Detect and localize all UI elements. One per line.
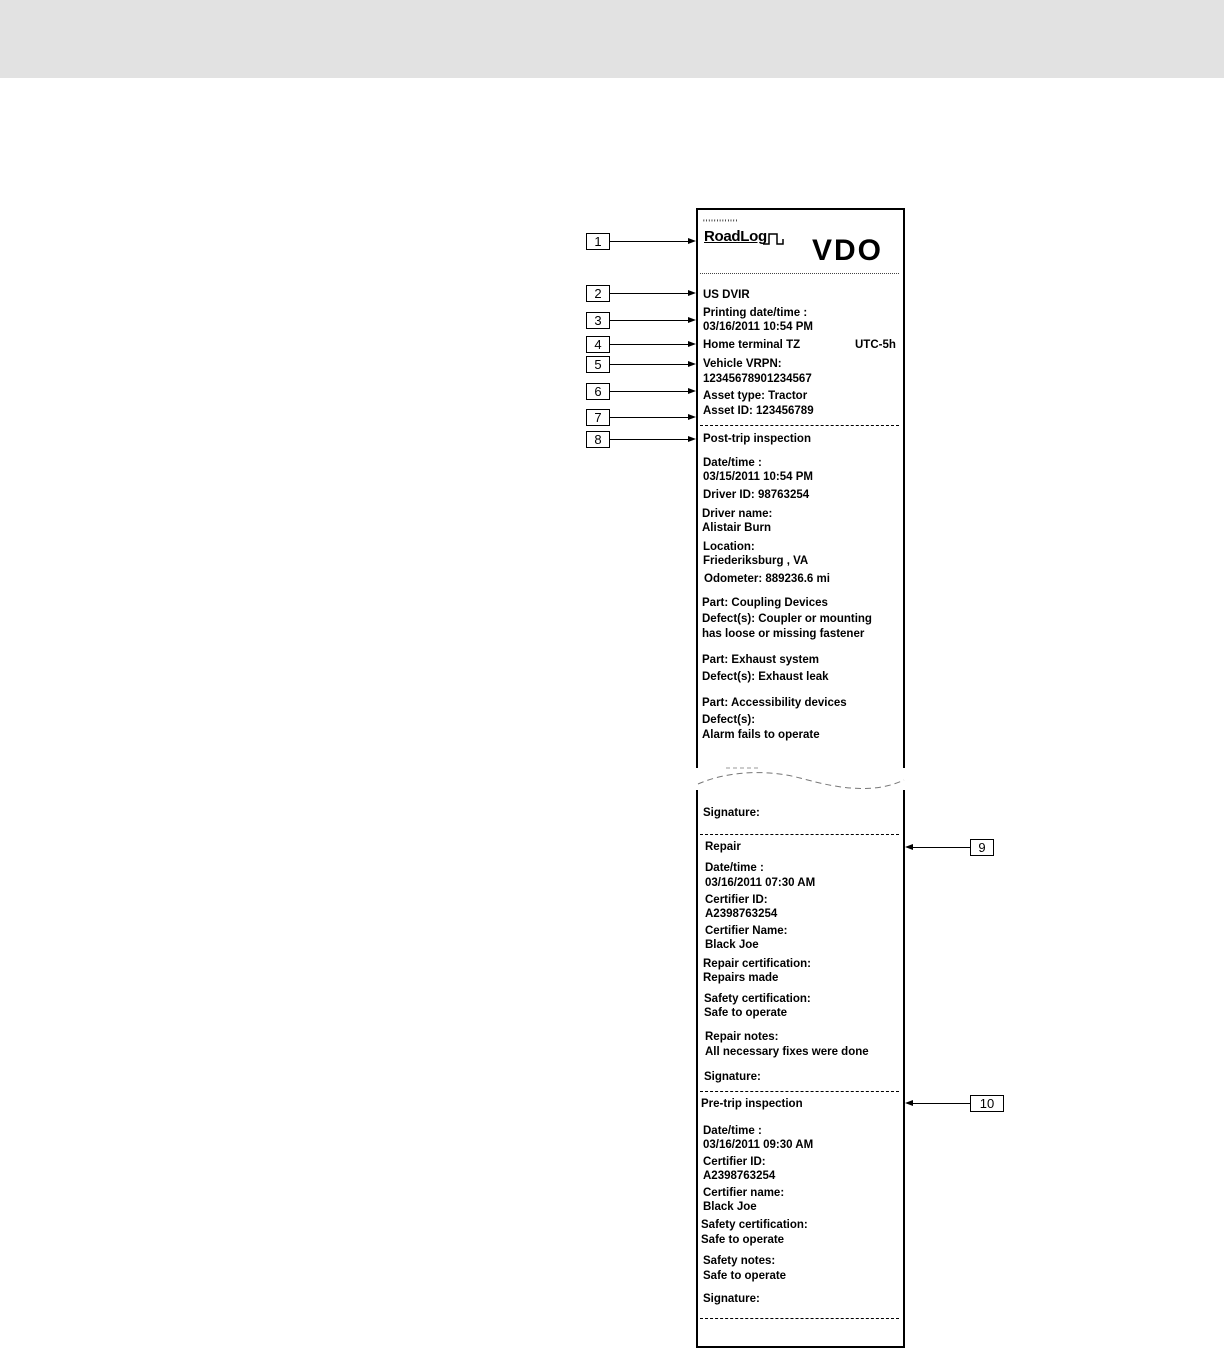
repair-title: Repair bbox=[705, 841, 741, 853]
arrowhead-icon bbox=[688, 290, 696, 296]
asset-type: Asset type: Tractor bbox=[703, 390, 808, 402]
vdo-logo: VDO bbox=[812, 234, 884, 267]
separator bbox=[700, 1318, 899, 1319]
certifier-id-value: A2398763254 bbox=[705, 908, 778, 920]
post-trip-title: Post-trip inspection bbox=[703, 433, 811, 445]
driver-name-label: Driver name: bbox=[702, 508, 773, 520]
repair-cert-label: Repair certification: bbox=[703, 958, 811, 970]
arrowhead-icon bbox=[688, 317, 696, 323]
part-3: Part: Accessibility devices bbox=[702, 697, 847, 709]
arrowhead-icon bbox=[688, 341, 696, 347]
top-gray-bar bbox=[0, 0, 1224, 78]
location-value: Friederiksburg , VA bbox=[703, 555, 809, 567]
pre-trip-datetime-label: Date/time : bbox=[703, 1125, 762, 1137]
post-trip-datetime-value: 03/15/2011 10:54 PM bbox=[703, 471, 813, 483]
arrowhead-icon bbox=[688, 238, 696, 244]
pre-certifier-name-label: Certifier name: bbox=[703, 1187, 785, 1199]
arrowhead-icon bbox=[688, 361, 696, 367]
arrowhead-icon bbox=[688, 436, 696, 442]
callout-10: 10 bbox=[970, 1095, 1004, 1112]
defect-3-label: Defect(s): bbox=[702, 714, 756, 726]
printing-value: 03/16/2011 10:54 PM bbox=[703, 321, 813, 333]
separator bbox=[700, 273, 899, 274]
defect-1a: Defect(s): Coupler or mounting bbox=[702, 613, 872, 625]
pulse-logo-icon bbox=[763, 232, 789, 246]
pre-safety-notes-value: Safe to operate bbox=[703, 1270, 787, 1282]
asset-id: Asset ID: 123456789 bbox=[703, 405, 814, 417]
separator bbox=[700, 425, 899, 426]
printing-label: Printing date/time : bbox=[703, 307, 808, 319]
pre-certifier-id-label: Certifier ID: bbox=[703, 1156, 766, 1168]
repair-cert-value: Repairs made bbox=[703, 972, 779, 984]
pre-trip-datetime-value: 03/16/2011 09:30 AM bbox=[703, 1139, 814, 1151]
home-tz-label: Home terminal TZ bbox=[703, 339, 801, 351]
arrowhead-icon bbox=[688, 414, 696, 420]
pre-safety-notes-label: Safety notes: bbox=[703, 1255, 776, 1267]
defect-1b: has loose or missing fastener bbox=[702, 628, 865, 640]
safety-cert-label: Safety certification: bbox=[704, 993, 811, 1005]
arrow-7 bbox=[610, 417, 688, 418]
arrow-2 bbox=[610, 293, 688, 294]
arrow-3 bbox=[610, 320, 688, 321]
driver-id: Driver ID: 98763254 bbox=[703, 489, 810, 501]
repair-signature: Signature: bbox=[704, 1071, 761, 1083]
location-label: Location: bbox=[703, 541, 755, 553]
pre-trip-title: Pre-trip inspection bbox=[701, 1098, 803, 1110]
odometer: Odometer: 889236.6 mi bbox=[704, 573, 830, 585]
arrow-4 bbox=[610, 344, 688, 345]
separator bbox=[700, 834, 899, 835]
arrowhead-icon bbox=[688, 388, 696, 394]
safety-cert-value: Safe to operate bbox=[704, 1007, 788, 1019]
arrow-6 bbox=[610, 391, 688, 392]
arrowhead-icon bbox=[905, 1100, 913, 1106]
repair-datetime-value: 03/16/2011 07:30 AM bbox=[705, 877, 816, 889]
vrpn-label: Vehicle VRPN: bbox=[703, 358, 782, 370]
arrow-1 bbox=[610, 241, 688, 242]
vrpn-value: 12345678901234567 bbox=[703, 373, 812, 385]
callout-3: 3 bbox=[586, 312, 610, 329]
part-2: Part: Exhaust system bbox=[702, 654, 819, 666]
part-1: Part: Coupling Devices bbox=[702, 597, 828, 609]
defect-3-value: Alarm fails to operate bbox=[702, 729, 820, 741]
arrowhead-icon bbox=[905, 844, 913, 850]
callout-5: 5 bbox=[586, 356, 610, 373]
arrow-5 bbox=[610, 364, 688, 365]
pre-safety-cert-value: Safe to operate bbox=[701, 1234, 785, 1246]
driver-name-value: Alistair Burn bbox=[702, 522, 772, 534]
tear-line-icon bbox=[690, 760, 910, 800]
separator bbox=[700, 1091, 899, 1092]
defect-2: Defect(s): Exhaust leak bbox=[702, 671, 829, 683]
arrow-8 bbox=[610, 439, 688, 440]
callout-4: 4 bbox=[586, 336, 610, 353]
repair-notes-value: All necessary fixes were done bbox=[705, 1046, 869, 1058]
pre-safety-cert-label: Safety certification: bbox=[701, 1219, 808, 1231]
callout-9: 9 bbox=[970, 839, 994, 856]
arrow-9 bbox=[913, 847, 970, 848]
callout-6: 6 bbox=[586, 383, 610, 400]
callout-1: 1 bbox=[586, 233, 610, 250]
certifier-name-label: Certifier Name: bbox=[705, 925, 788, 937]
post-trip-signature: Signature: bbox=[703, 807, 760, 819]
arrow-10 bbox=[913, 1103, 970, 1104]
ruler-ticks-icon: ''''''''''''' bbox=[703, 218, 739, 228]
pre-certifier-id-value: A2398763254 bbox=[703, 1170, 776, 1182]
repair-notes-label: Repair notes: bbox=[705, 1031, 779, 1043]
pre-trip-signature: Signature: bbox=[703, 1293, 760, 1305]
certifier-id-label: Certifier ID: bbox=[705, 894, 768, 906]
callout-8: 8 bbox=[586, 431, 610, 448]
callout-7: 7 bbox=[586, 409, 610, 426]
repair-datetime-label: Date/time : bbox=[705, 862, 764, 874]
certifier-name-value: Black Joe bbox=[705, 939, 759, 951]
callout-2: 2 bbox=[586, 285, 610, 302]
home-tz-value: UTC-5h bbox=[855, 339, 896, 351]
dvir-title: US DVIR bbox=[703, 289, 750, 301]
roadlog-logo: RoadLog bbox=[704, 228, 767, 245]
post-trip-datetime-label: Date/time : bbox=[703, 457, 762, 469]
pre-certifier-name-value: Black Joe bbox=[703, 1201, 757, 1213]
